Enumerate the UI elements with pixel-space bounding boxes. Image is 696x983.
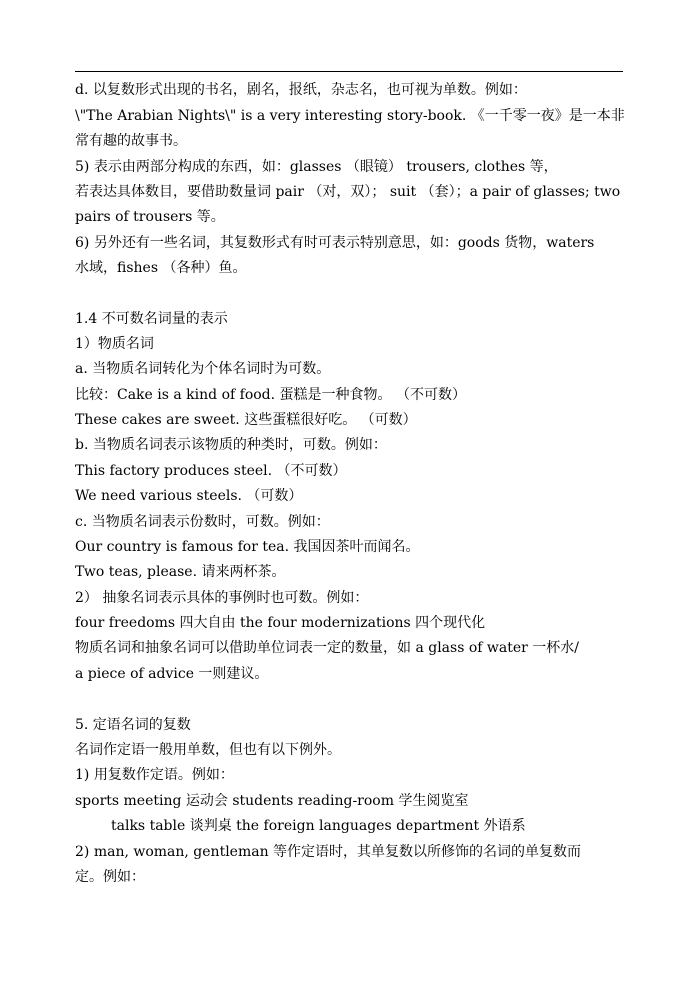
text-line: Our country is famous for tea. 我国因茶叶而闻名。 — [75, 539, 420, 555]
text-line: 定。例如： — [75, 869, 145, 885]
text-line: Two teas, please. 请来两杯茶。 — [75, 564, 286, 580]
text-line: This factory produces steel. （不可数） — [75, 463, 347, 479]
text-line: 5) 表示由两部分构成的东西，如：glasses （眼镜） trousers, clothes 等， — [75, 159, 558, 175]
section-heading: 1.4 不可数名词量的表示 — [75, 311, 228, 327]
text-line: pairs of trousers 等。 — [75, 209, 225, 225]
text-line: d. 以复数形式出现的书名，剧名，报纸，杂志名，也可视为单数。例如： — [75, 82, 527, 98]
text-line: sports meeting 运动会 students reading-room 学生阅览室 — [75, 793, 469, 809]
text-line: a. 当物质名词转化为个体名词时为可数。 — [75, 361, 331, 377]
text-line: \"The Arabian Nights\" is a very interesting story-book. 《一千零一夜》是一本非 — [75, 108, 625, 124]
text-line: 物质名词和抽象名词可以借助单位词表一定的数量，如 a glass of water 一杯水/ — [75, 640, 580, 656]
text-line: 比较：Cake is a kind of food. 蛋糕是一种食物。 （不可数） — [75, 387, 466, 403]
section-heading: 5. 定语名词的复数 — [75, 717, 191, 733]
text-line: 名词作定语一般用单数，但也有以下例外。 — [75, 742, 341, 758]
text-line: 水域，fishes （各种）鱼。 — [75, 260, 247, 276]
text-line: These cakes are sweet. 这些蛋糕很好吃。 （可数） — [75, 412, 417, 428]
text-line: 6) 另外还有一些名词，其复数形式有时可表示特别意思，如：goods 货物，waters — [75, 235, 595, 251]
text-line: 常有趣的故事书。 — [75, 133, 187, 149]
text-line: b. 当物质名词表示该物质的种类时，可数。例如： — [75, 437, 387, 453]
text-line: 2） 抽象名词表示具体的事例时也可数。例如： — [75, 590, 369, 606]
text-line: We need various steels. （可数） — [75, 488, 303, 504]
text-line: 1) 用复数作定语。例如： — [75, 767, 234, 783]
text-line: 若表达具体数目，要借助数量词 pair （对，双）； suit （套）；a pair of glasses; two — [75, 184, 621, 200]
text-line: talks table 谈判桌 the foreign languages department 外语系 — [111, 818, 526, 834]
text-line: 1）物质名词 — [75, 336, 154, 352]
text-line: four freedoms 四大自由 the four modernizations 四个现代化 — [75, 615, 486, 631]
text-line: c. 当物质名词表示份数时，可数。例如： — [75, 514, 330, 530]
text-line: 2) man, woman, gentleman 等作定语时，其单复数以所修饰的名词的单复数而 — [75, 844, 582, 860]
text-line: a piece of advice 一则建议。 — [75, 666, 269, 682]
header-rule — [75, 71, 623, 72]
